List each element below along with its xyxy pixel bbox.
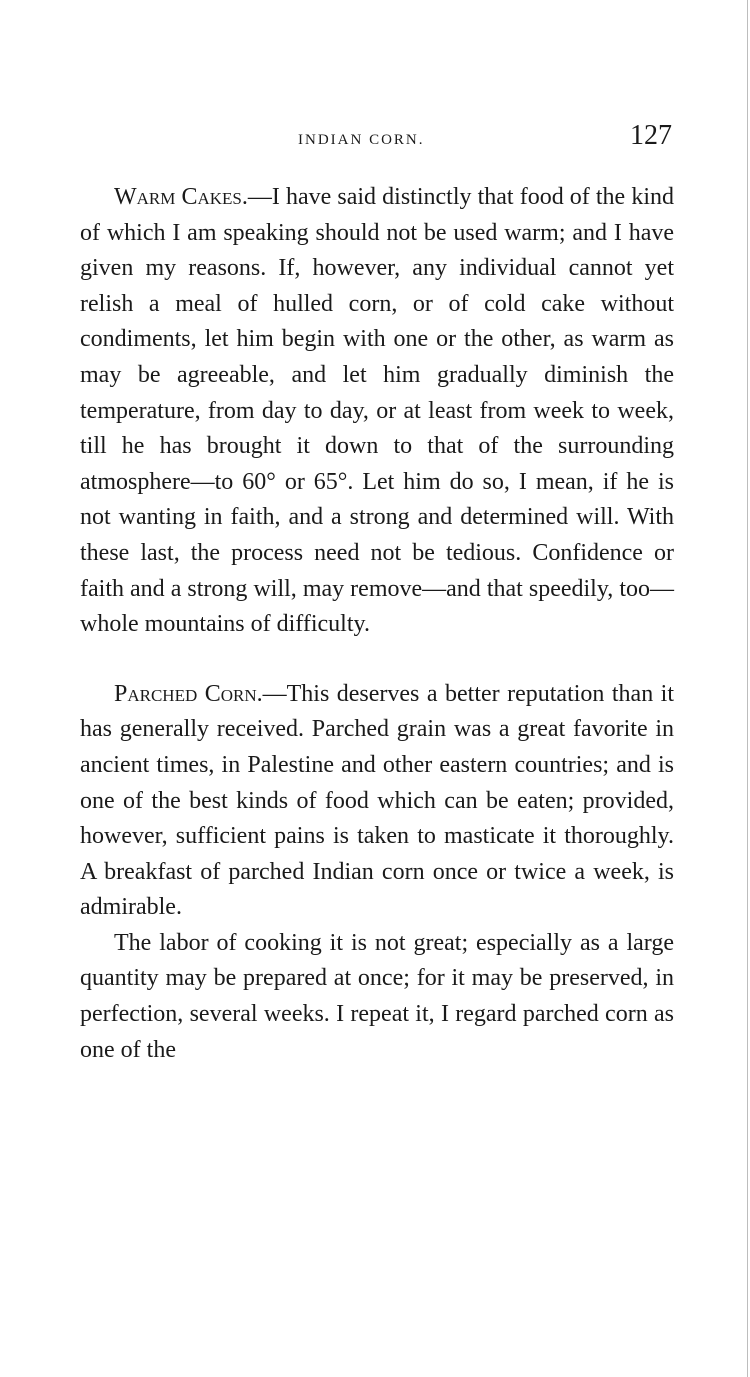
paragraph-labor-of-cooking [80,926,674,1068]
paragraph-warm-cakes [80,180,674,643]
paragraph-parched-corn [80,677,674,926]
running-title: INDIAN CORN. [298,132,425,148]
paragraph-text: —This deserves a better reputation than it has generally received. Parched grain was a great favorite in ancient times, in Palestine and other eastern countries; and is one of the best kinds of food which can be eaten; provided, however, sufficient pains is taken to masticate it thoroughly. A breakfast of parched Indian corn once or twice a week, is admirable. [80,680,675,921]
page-number: 127 [630,120,672,151]
page-edge-rule [747,0,748,1377]
section-heading-warm-cakes: Warm Cakes. [114,184,248,210]
paragraph-text: —I have said distinctly that food of the kind of which I am speaking should not be used warm; and I have given my reasons. If, however, any individual cannot yet relish a meal of hulled corn, or of cold cake without condiments, let him begin with one or the other, as warm as may be agreeable, and let him gradually diminish the temperature, from day to day, or at least from week to week, till he has brought it down to that of the surrounding atmosphere—to 60° or 65°. Let him do so, I mean, if he is not wanting in faith, and a strong and determined will. With these last, the process need not be tedious. Confidence or faith and a strong will, may remove—and that speedily, too—whole mountains of difficulty. [80,184,674,638]
paragraph-text: The labor of cooking it is not great; especially as a large quantity may be prepared at once; for it may be preserved, in perfection, several weeks. I repeat it, I regard parched corn as one of the [80,929,674,1063]
running-head [80,120,674,160]
body-text [80,180,674,1068]
section-heading-parched-corn: Parched Corn. [114,680,263,707]
